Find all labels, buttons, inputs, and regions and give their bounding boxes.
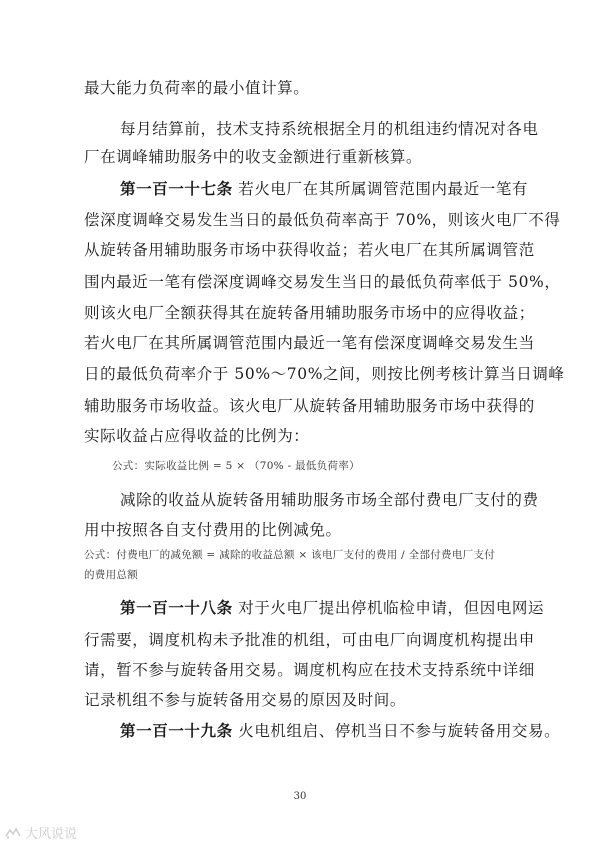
body-line: 每月结算前，技术支持系统根据全月的机组违约情况对各电: [120, 120, 539, 138]
watermark: [4, 823, 77, 842]
formula-income-ratio: 公式：实际收益比例 = 5 × （70% - 最低负荷率）: [112, 460, 360, 472]
body-line: 最大能力负荷率的最小值计算。: [84, 79, 310, 97]
body-line: 日的最低负荷率介于 50%～70%之间，则按比例考核计算当日调峰: [84, 365, 565, 383]
body-line: 行需要，调度机构未予批准的机组，可由电厂向调度机构提出申: [84, 631, 535, 649]
article-119-heading: 第一百一十九条 火电机组启、停机当日不参与旋转备用交易。: [120, 721, 561, 740]
body-line: 围内最近一笔有偿深度调峰交易发生当日的最低负荷率低于 50%，: [84, 273, 561, 291]
body-line: 若火电厂在其所属调管范围内最近一笔有偿深度调峰交易发生当: [84, 334, 535, 352]
watermark-logo-icon: [4, 826, 22, 840]
body-line: 实际收益占应得收益的比例为：: [84, 427, 310, 445]
body-line: 记录机组不参与旋转备用交易的原因及时间。: [84, 691, 407, 709]
article-number: 第一百一十七条: [120, 179, 233, 198]
article-number: 第一百一十九条: [120, 721, 233, 740]
formula-reduction: 公式：付费电厂的减免额 = 减除的收益总额 × 该电厂支付的费用 / 全部付费电厂支付: [84, 549, 496, 561]
body-line: 偿深度调峰交易发生当日的最低负荷率高于 70%，则该火电厂不得: [84, 211, 561, 229]
article-118-heading: 第一百一十八条 对于火电厂提出停机临检申请，但因电网运: [120, 598, 545, 617]
page-number: 30: [293, 791, 307, 802]
body-line: 则该火电厂全额获得其在旋转备用辅助服务市场中的应得收益；: [84, 304, 535, 322]
body-line: 用中按照各自支付费用的比例减免。: [84, 521, 342, 539]
article-number: 第一百一十八条: [120, 598, 233, 617]
body-line: 从旋转备用辅助服务市场中获得收益；若火电厂在其所属调管范: [84, 241, 535, 259]
body-line: 厂在调峰辅助服务中的收支金额进行重新核算。: [84, 148, 423, 166]
body-line: 减除的收益从旋转备用辅助服务市场全部付费电厂支付的费: [120, 491, 539, 509]
article-117-heading: 第一百一十七条 若火电厂在其所属调管范围内最近一笔有: [120, 179, 529, 198]
body-line: 请，暂不参与旋转备用交易。调度机构应在技术支持系统中详细: [84, 661, 535, 679]
formula-reduction-cont: 的费用总额: [84, 569, 138, 581]
body-line: 辅助服务市场收益。该火电厂从旋转备用辅助服务市场中获得的: [84, 397, 535, 415]
watermark-text: 大风说说: [25, 827, 78, 842]
